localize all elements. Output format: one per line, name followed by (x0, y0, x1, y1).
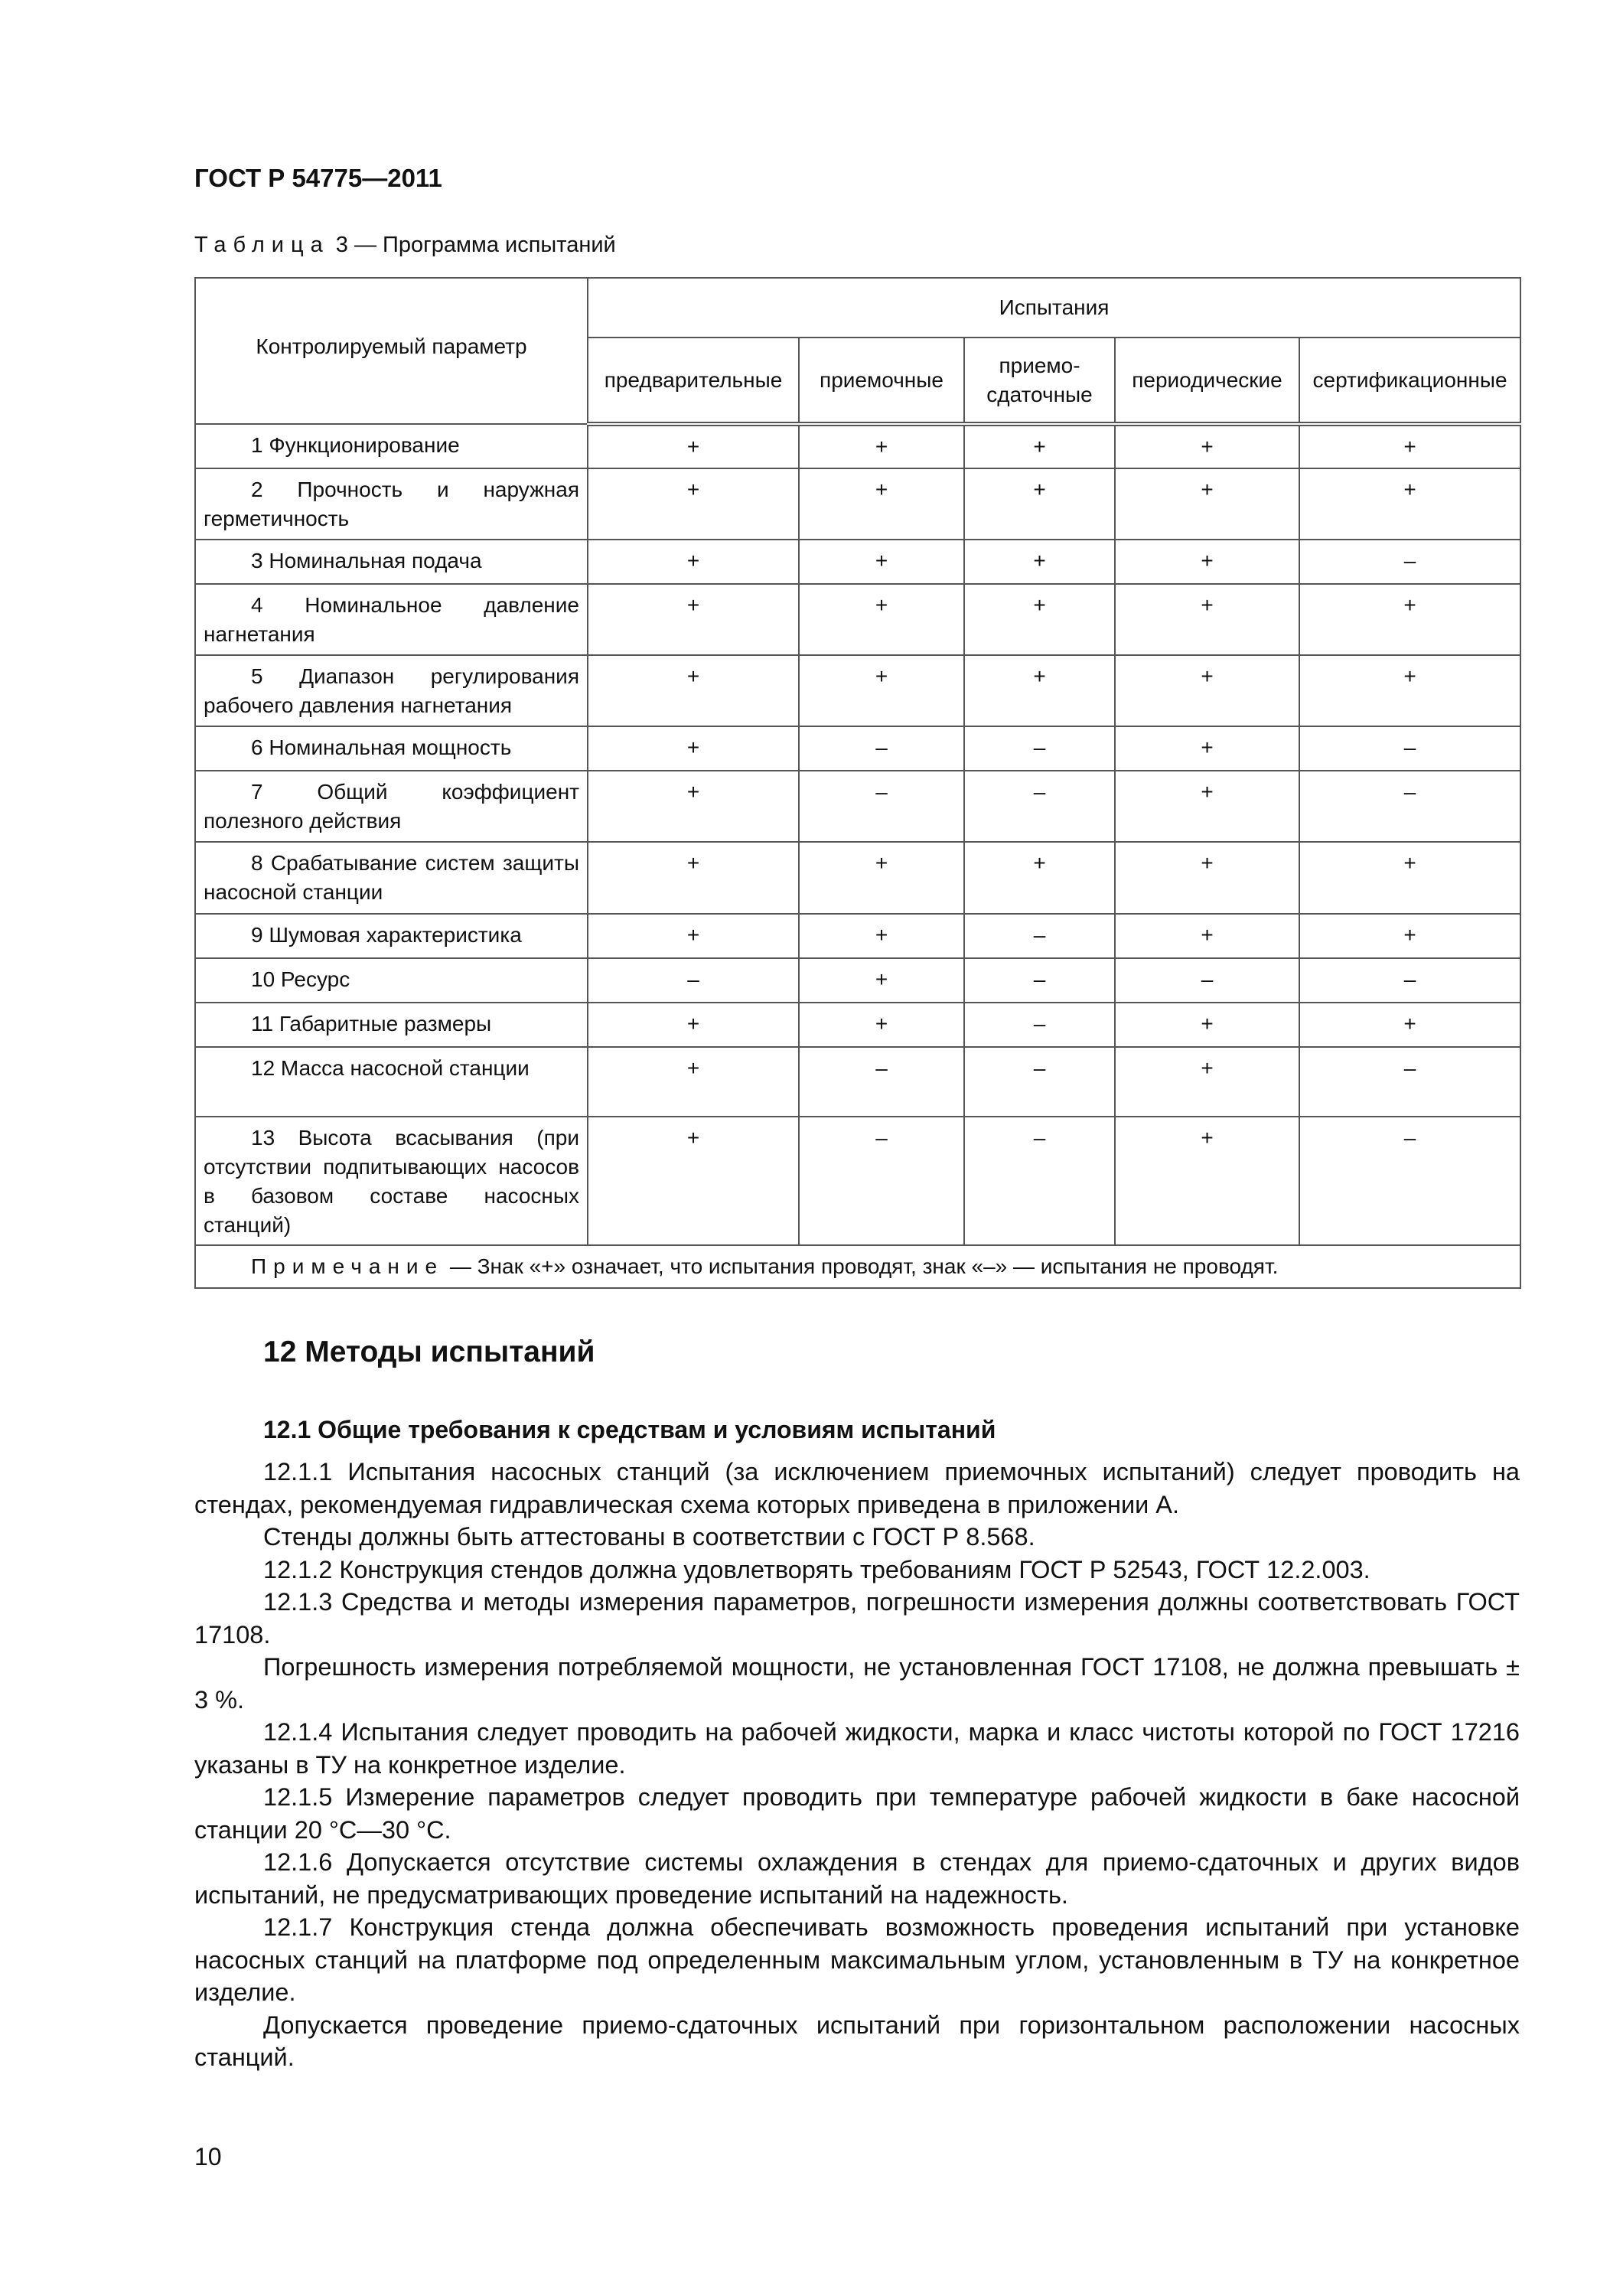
paragraph: 12.1.2 Конструкция стендов должна удовлетворять требованиям ГОСТ Р 52543, ГОСТ 12.2.003. (263, 1555, 1370, 1583)
mark-cell: + (964, 468, 1115, 540)
table-row (195, 771, 1520, 842)
section-title: 12 Методы испытаний (263, 1336, 595, 1368)
param-cell (195, 584, 588, 655)
note-text: — Знак «+» означает, что испытания проводят, знак «–» — испытания не проводят. (444, 1254, 1279, 1278)
table-row (195, 540, 1520, 584)
param-cell (195, 655, 588, 726)
mark-cell: + (799, 655, 964, 726)
mark-cell: + (1115, 1003, 1299, 1047)
mark-cell: + (1115, 468, 1299, 540)
param-text: 11 Габаритные размеры (251, 1012, 492, 1035)
mark-cell: + (799, 842, 964, 914)
mark-cell: + (1115, 771, 1299, 842)
mark-cell: + (588, 771, 799, 842)
paragraph: Погрешность измерения потребляемой мощности, не установленная ГОСТ 17108, не должна превышать ± 3 %. (194, 1653, 1520, 1714)
mark-cell: – (799, 771, 964, 842)
mark-cell: – (1299, 1117, 1520, 1245)
mark-cell: + (588, 914, 799, 958)
caption-text: 3 — Программа испытаний (329, 233, 616, 257)
test-program-table (194, 277, 1521, 1289)
param-text: 4 Номинальное давление нагнетания (204, 593, 579, 646)
mark-cell: + (799, 914, 964, 958)
mark-cell: – (799, 726, 964, 771)
mark-cell: + (588, 1047, 799, 1117)
mark-cell: – (1299, 771, 1520, 842)
param-text: 2 Прочность и наружная герметичность (204, 478, 579, 530)
param-cell (195, 1117, 588, 1245)
mark-cell: – (1299, 540, 1520, 584)
mark-cell: + (964, 842, 1115, 914)
param-text: 12 Масса насосной станции (251, 1056, 530, 1080)
mark-cell: + (1115, 424, 1299, 468)
param-text: 5 Диапазон регулирования рабочего давления нагнетания (204, 664, 579, 717)
mark-cell: – (1299, 726, 1520, 771)
mark-cell: – (1299, 958, 1520, 1003)
subsection-title: 12.1 Общие требования к средствам и условиям испытаний (263, 1416, 996, 1443)
mark-cell: + (588, 584, 799, 655)
paragraph: Допускается проведение приемо-сдаточных испытаний при горизонтальном расположении насосных станций. (194, 2011, 1520, 2071)
param-text: 3 Номинальная подача (251, 549, 482, 572)
mark-cell: – (799, 1117, 964, 1245)
mark-cell: + (799, 424, 964, 468)
table-row (195, 958, 1520, 1003)
mark-cell: – (964, 771, 1115, 842)
param-cell (195, 914, 588, 958)
mark-cell: – (964, 1117, 1115, 1245)
column-header: периодические (1115, 338, 1299, 424)
paragraph: 12.1.6 Допускается отсутствие системы охлаждения в стендах для приемо-сдаточных и других видов испытаний, не предусматривающих проведение испытаний на надежность. (194, 1848, 1520, 1909)
mark-cell: + (799, 468, 964, 540)
param-cell (195, 771, 588, 842)
param-cell (195, 468, 588, 540)
table-row (195, 1047, 1520, 1117)
param-text: 10 Ресурс (251, 967, 350, 991)
mark-cell: – (964, 914, 1115, 958)
param-header: Контролируемый параметр (195, 278, 588, 424)
mark-cell: + (588, 540, 799, 584)
mark-cell: + (1299, 842, 1520, 914)
mark-cell: + (1115, 1047, 1299, 1117)
mark-cell: + (1115, 842, 1299, 914)
param-cell (195, 1003, 588, 1047)
mark-cell: + (964, 655, 1115, 726)
paragraph: Стенды должны быть аттестованы в соответствии с ГОСТ Р 8.568. (263, 1523, 1035, 1551)
param-cell (195, 540, 588, 584)
mark-cell: + (1299, 914, 1520, 958)
column-header: сертификационные (1299, 338, 1520, 424)
mark-cell: + (1115, 914, 1299, 958)
mark-cell: – (1115, 958, 1299, 1003)
table-note (195, 1245, 1520, 1288)
table-row (195, 842, 1520, 914)
param-cell (195, 958, 588, 1003)
column-header: приемо- сдаточные (964, 338, 1115, 424)
mark-cell: + (1299, 655, 1520, 726)
param-cell (195, 424, 588, 468)
mark-cell: + (1115, 726, 1299, 771)
mark-cell: + (1299, 584, 1520, 655)
param-text: 9 Шумовая характеристика (251, 923, 522, 947)
mark-cell: + (588, 1117, 799, 1245)
mark-cell: + (588, 424, 799, 468)
paragraph: 12.1.3 Средства и методы измерения параметров, погрешности измерения должны соответствовать ГОСТ 17108. (194, 1588, 1520, 1649)
mark-cell: + (588, 726, 799, 771)
table-row (195, 655, 1520, 726)
table-row (195, 914, 1520, 958)
mark-cell: – (1299, 1047, 1520, 1117)
param-cell (195, 842, 588, 914)
mark-cell: + (1115, 584, 1299, 655)
paragraph: 12.1.4 Испытания следует проводить на рабочей жидкости, марка и класс чистоты которой по ГОСТ 17216 указаны в ТУ на конкретное изделие. (194, 1718, 1520, 1779)
note-label: Примечание (251, 1254, 445, 1278)
param-text: 6 Номинальная мощность (251, 735, 512, 759)
section-body (194, 1456, 1520, 2074)
mark-cell: + (1115, 540, 1299, 584)
mark-cell: + (964, 424, 1115, 468)
table-row (195, 1003, 1520, 1047)
param-cell (195, 726, 588, 771)
mark-cell: – (964, 1003, 1115, 1047)
mark-cell: + (588, 1003, 799, 1047)
paragraph: 12.1.7 Конструкция стенда должна обеспечивать возможность проведения испытаний при установке насосных станций на платформе под определенным максимальным углом, установленным в ТУ на конкретное изделие. (194, 1913, 1520, 2006)
mark-cell: + (964, 584, 1115, 655)
mark-cell: + (799, 540, 964, 584)
mark-cell: + (588, 842, 799, 914)
mark-cell: – (964, 726, 1115, 771)
mark-cell: + (1115, 1117, 1299, 1245)
table-row (195, 468, 1520, 540)
mark-cell: + (1299, 468, 1520, 540)
param-text: 13 Высота всасывания (при отсутствии подпитывающих насосов в базовом составе насосных станций) (204, 1126, 579, 1237)
mark-cell: + (588, 655, 799, 726)
mark-cell: + (1299, 424, 1520, 468)
table-row (195, 424, 1520, 468)
mark-cell: + (964, 540, 1115, 584)
mark-cell: – (964, 958, 1115, 1003)
mark-cell: + (799, 1003, 964, 1047)
param-text: 8 Срабатывание систем защиты насосной станции (204, 851, 579, 904)
paragraph: 12.1.5 Измерение параметров следует проводить при температуре рабочей жидкости в баке насосной станции 20 °С—30 °С. (194, 1783, 1520, 1844)
page-number: 10 (194, 2143, 222, 2170)
table-caption (194, 233, 616, 258)
mark-cell: – (799, 1047, 964, 1117)
mark-cell: + (799, 584, 964, 655)
mark-cell: + (1115, 655, 1299, 726)
document-header: ГОСТ Р 54775—2011 (194, 164, 442, 192)
paragraph: 12.1.1 Испытания насосных станций (за исключением приемочных испытаний) следует проводить на стендах, рекомендуемая гидравлическая схема которых приведена в приложении А. (194, 1458, 1520, 1518)
mark-cell: – (588, 958, 799, 1003)
param-text: 1 Функционирование (251, 433, 460, 457)
mark-cell: + (1299, 1003, 1520, 1047)
table-row (195, 726, 1520, 771)
param-text: 7 Общий коэффициент полезного действия (204, 780, 579, 833)
table-row (195, 584, 1520, 655)
group-header: Испытания (588, 278, 1520, 338)
param-cell (195, 1047, 588, 1117)
mark-cell: + (588, 468, 799, 540)
mark-cell: + (799, 958, 964, 1003)
column-header: приемочные (799, 338, 964, 424)
mark-cell: – (964, 1047, 1115, 1117)
table-row (195, 1117, 1520, 1245)
caption-label: Таблица (194, 233, 330, 257)
column-header: предварительные (588, 338, 799, 424)
